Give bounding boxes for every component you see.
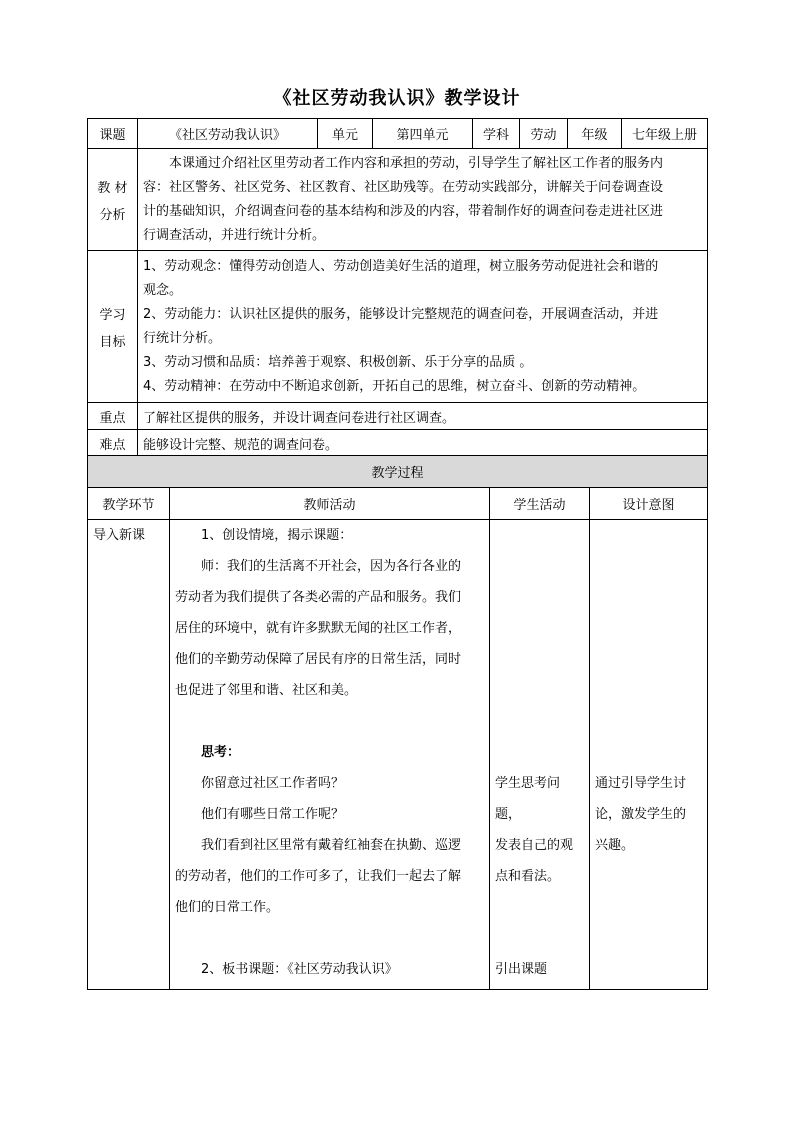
analysis-text: 本课通过介绍社区里劳动者工作内容和承担的劳动，引导学生了解社区工作者的服务内 容：社区警务、社区党务、社区教育、社区助残等。在劳动实践部分，讲解关于问卷调查设 计的基础知识，介绍调查问卷的基本结构和涉及的内容，带着制作好的调查问卷走进社区进 行调查活动，并进行统计分析。 xyxy=(138,149,708,251)
subject-value: 劳动 xyxy=(520,119,568,149)
column-student: 学生活动 xyxy=(490,488,590,520)
think-label: 思考： xyxy=(201,745,241,760)
grade-label: 年级 xyxy=(568,119,622,149)
key-point-label: 重点 xyxy=(88,403,138,430)
key-point-row xyxy=(88,403,708,430)
student-activity-cell: 学生思考问题， 发表自己的观 点和看法。 引出课题 xyxy=(490,520,590,990)
process-intro-row xyxy=(88,520,708,990)
teacher-activity-cell: 1、创设情境，揭示课题： 师：我们的生活离不开社会，因为各行各业的 劳动者为我们提供了各类必需的产品和服务。我们 居住的环境中，就有许多默默无闻的社区工作者， 他们的辛勤劳动保障了居民有序的日常生活，同时 也促进了邻里和谐、社区和美。 思考： 你留意过社区工作者吗？ 他们有哪些日常工作呢？ 我们看到社区里常有戴着红袖套在执勤、巡逻 的劳动者，他们的工作可多了，让我们一起去了解 他们的日常工作。 2、板书课题：《社区劳动我认识》 xyxy=(170,520,490,990)
goals-row xyxy=(88,251,708,403)
column-stage: 教学环节 xyxy=(88,488,170,520)
difficulty-label: 难点 xyxy=(88,430,138,457)
lesson-value: 《社区劳动我认识》 xyxy=(138,119,318,149)
info-row xyxy=(88,119,708,149)
column-intent: 设计意图 xyxy=(590,488,708,520)
difficulty-text: 能够设计完整、规范的调查问卷。 xyxy=(138,430,708,457)
analysis-row xyxy=(88,149,708,251)
page-title: 《社区劳动我认识》教学设计 xyxy=(273,88,521,109)
design-intent-cell: 通过引导学生讨 论，激发学生的 兴趣。 xyxy=(590,520,708,990)
process-columns-row xyxy=(88,488,708,520)
goals-label: 学习 目标 xyxy=(88,251,138,403)
process-header: 教学过程 xyxy=(88,456,708,488)
subject-label: 学科 xyxy=(473,119,520,149)
teaching-process-table xyxy=(87,455,708,990)
lesson-label: 课题 xyxy=(88,119,138,149)
difficulty-row xyxy=(88,430,708,457)
column-teacher: 教师活动 xyxy=(170,488,490,520)
goals-text: 1、劳动观念：懂得劳动创造人、劳动创造美好生活的道理，树立服务劳动促进社会和谐的 观念。 2、劳动能力：认识社区提供的服务，能够设计完整规范的调查问卷，开展调查活动，并进 行统计分析。 3、劳动习惯和品质：培养善于观察、积极创新、乐于分享的品质 。 4、劳动精神：在劳动中不断追求创新，开拓自己的思维，树立奋斗、创新的劳动精神。 xyxy=(138,251,708,403)
stage-cell: 导入新课 xyxy=(88,520,170,990)
key-point-text: 了解社区提供的服务，并设计调查问卷进行社区调查。 xyxy=(138,403,708,430)
unit-label: 单元 xyxy=(318,119,373,149)
lesson-info-table xyxy=(87,118,708,457)
unit-value: 第四单元 xyxy=(373,119,473,149)
analysis-label: 教 材 分析 xyxy=(88,149,138,251)
process-header-row xyxy=(88,456,708,488)
grade-value: 七年级上册 xyxy=(622,119,708,149)
